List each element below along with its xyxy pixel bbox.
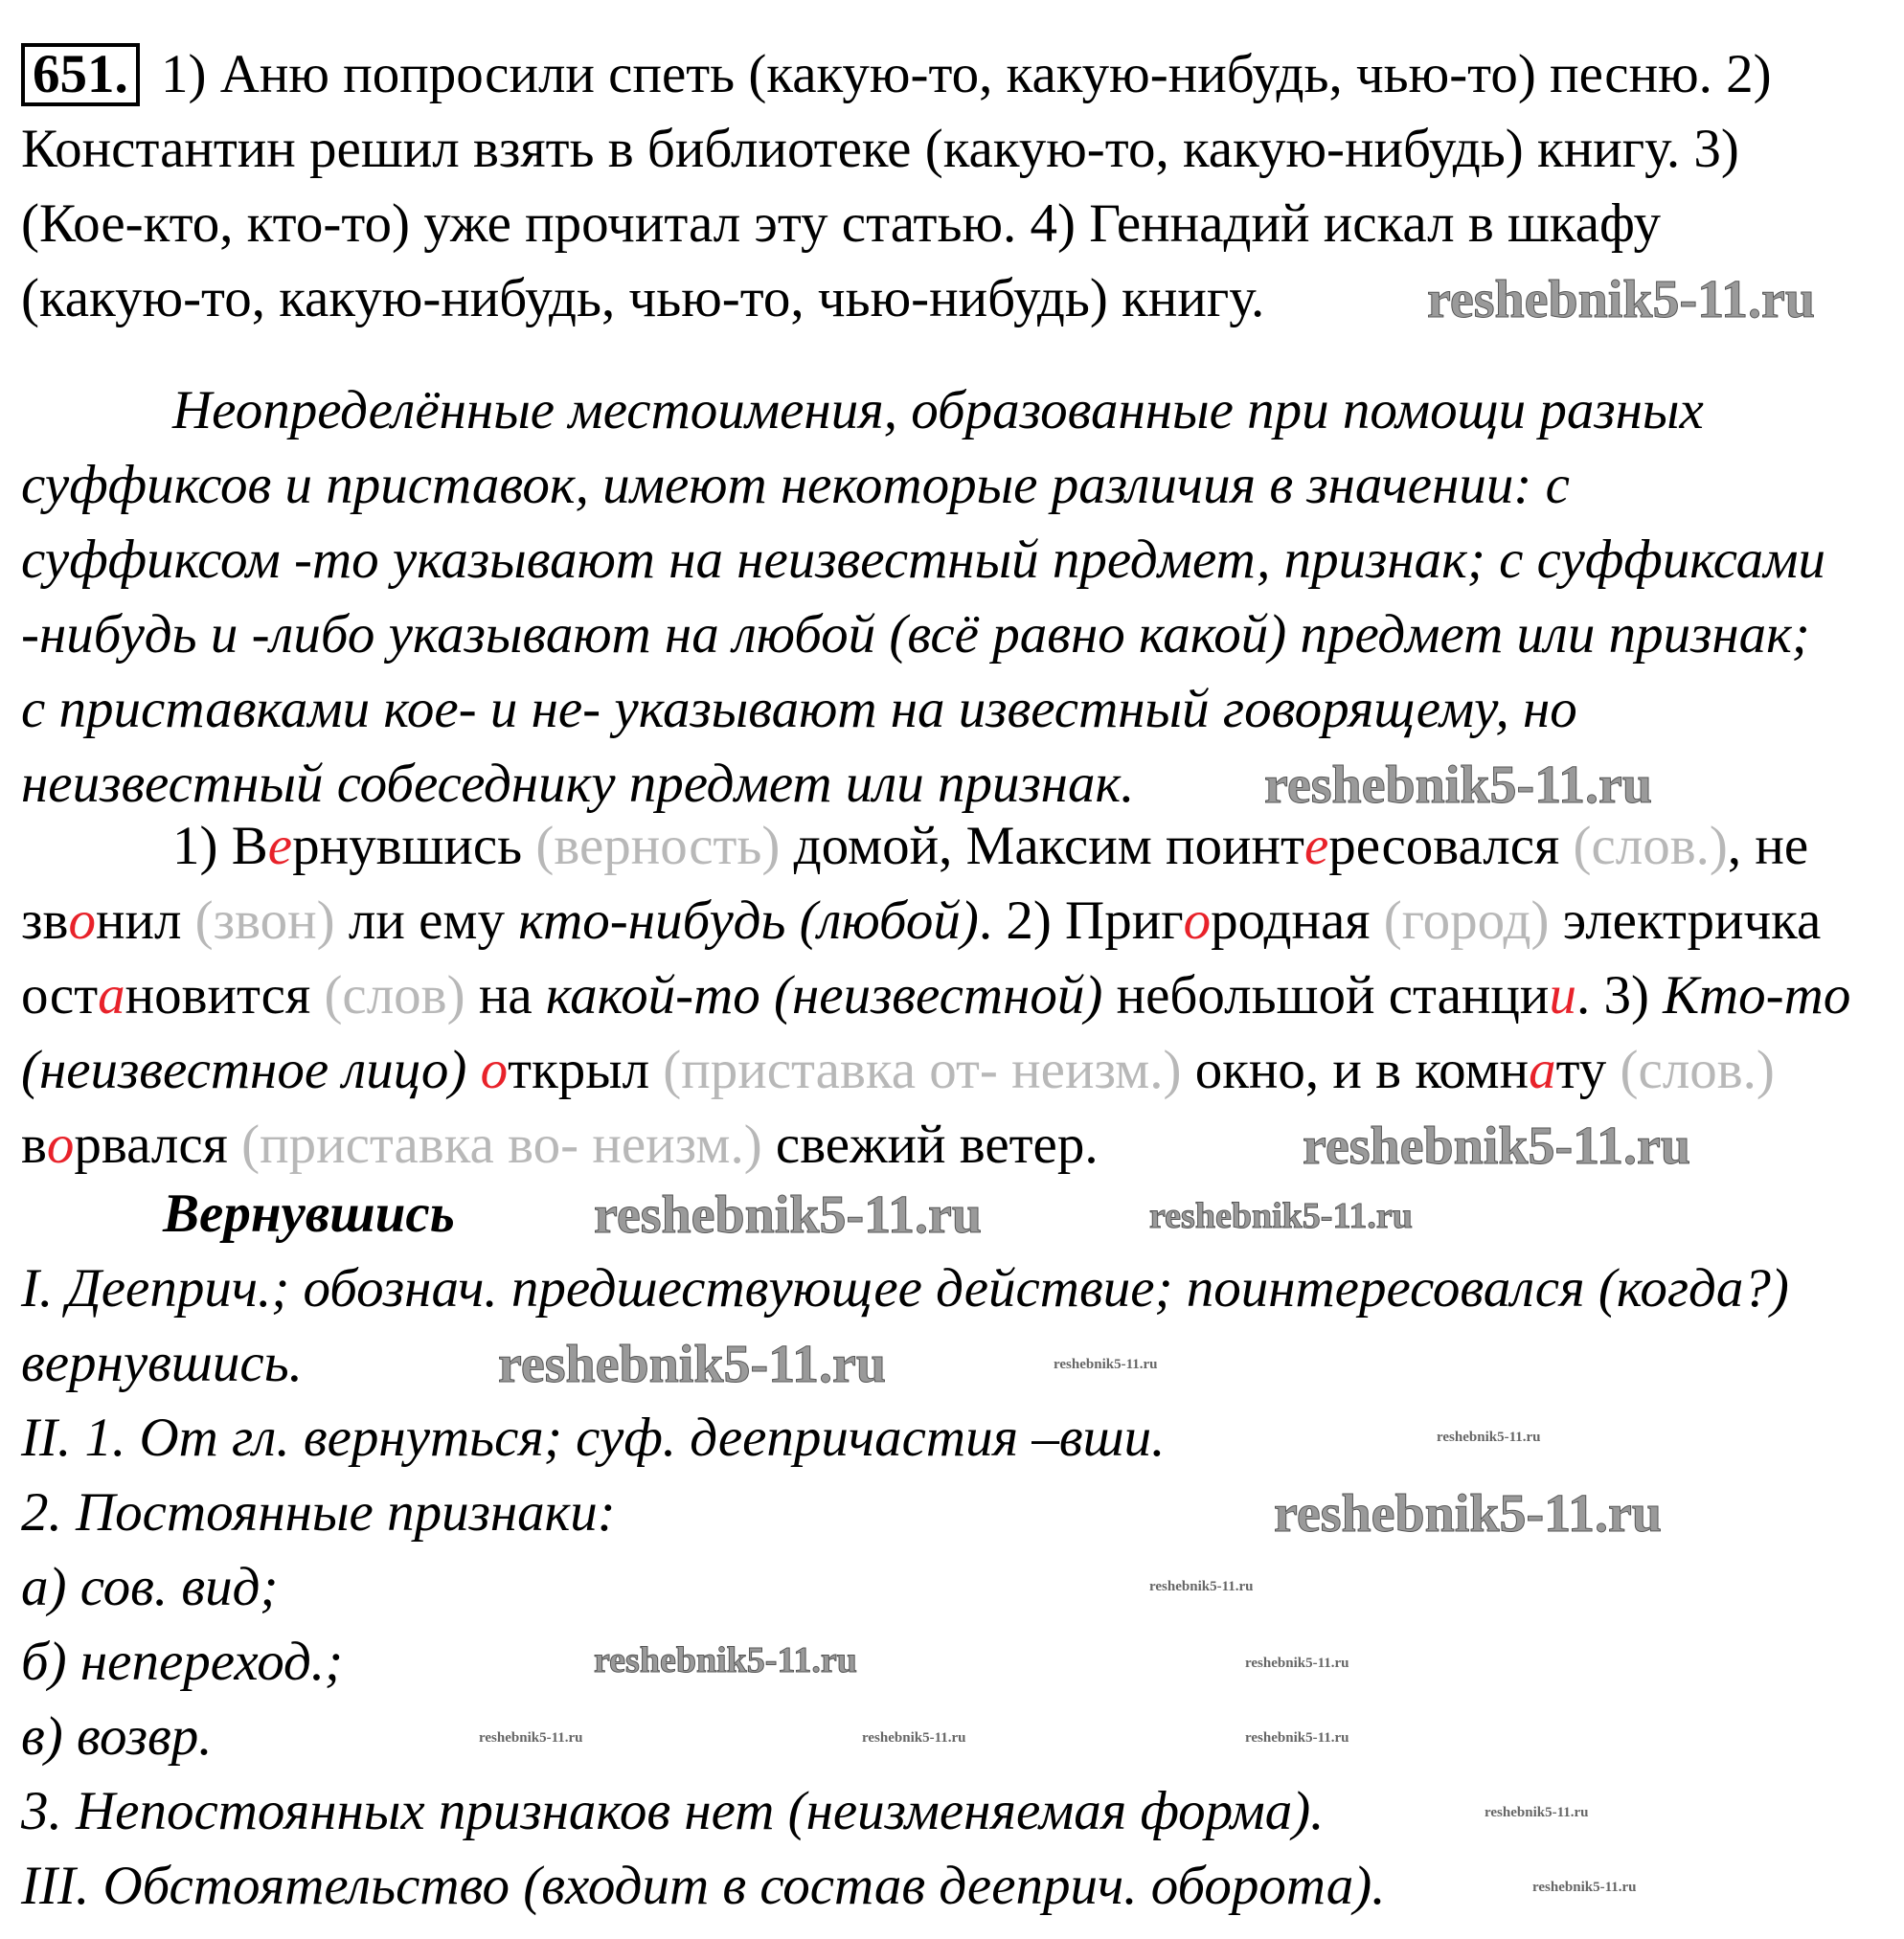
- watermark: reshebnik5-11.ru: [1149, 1196, 1413, 1236]
- text-segment: Кто-то: [1663, 965, 1851, 1026]
- highlighted-letter: а: [1529, 1040, 1556, 1100]
- text-segment: небольшой станци: [1102, 965, 1550, 1026]
- text-segment: на: [465, 965, 546, 1026]
- text-line: [21, 41, 1772, 108]
- text-segment: ост: [21, 965, 99, 1026]
- highlighted-letter: и: [1549, 965, 1576, 1026]
- watermark: reshebnik5-11.ru: [1303, 1116, 1691, 1176]
- watermark: reshebnik5-11.ru: [1485, 1805, 1589, 1820]
- text-segment: окно, и в комн: [1181, 1040, 1530, 1100]
- text-line: [21, 1853, 1385, 1920]
- text-segment: родная: [1211, 891, 1384, 951]
- text-segment: (Кое-кто, кто-то) уже прочитал эту статью. 4) Геннадий искал в шкафу: [21, 193, 1662, 254]
- text-segment: ресовался: [1328, 816, 1574, 876]
- text-segment: II. 1. От гл. вернуться; суф. деепричастия –вши.: [21, 1408, 1166, 1468]
- watermark: reshebnik5-11.ru: [1149, 1579, 1254, 1594]
- highlighted-letter: е: [1303, 816, 1329, 876]
- watermark: reshebnik5-11.ru: [479, 1730, 583, 1746]
- text-segment: рвался: [74, 1115, 242, 1175]
- highlighted-letter: о: [1183, 891, 1212, 951]
- text-segment: Вернувшись: [163, 1184, 455, 1244]
- highlighted-letter: а: [98, 965, 125, 1026]
- text-line: [21, 1112, 1099, 1179]
- text-segment: б) непереход.;: [21, 1632, 344, 1692]
- text-line: [21, 1778, 1324, 1845]
- watermark: reshebnik5-11.ru: [594, 1640, 857, 1680]
- text-segment: вернувшись.: [21, 1333, 303, 1393]
- hint-text: (верность): [535, 816, 781, 876]
- hint-text: (город): [1383, 891, 1550, 951]
- highlighted-letter: о: [68, 891, 96, 951]
- text-segment: ткрыл: [508, 1040, 664, 1100]
- watermark: reshebnik5-11.ru: [1245, 1730, 1349, 1746]
- text-line: [21, 1255, 1789, 1322]
- hint-text: (слов.): [1573, 816, 1728, 876]
- text-segment: в) возвр.: [21, 1706, 213, 1767]
- highlighted-letter: о: [46, 1115, 75, 1175]
- text-segment: зв: [21, 891, 69, 951]
- text-segment: ту: [1555, 1040, 1621, 1100]
- text-segment: (какую-то, какую-нибудь, чью-то, чью-нибудь) книгу.: [21, 268, 1265, 328]
- text-line: [21, 751, 1134, 818]
- text-line: [21, 1629, 343, 1696]
- highlighted-letter: е: [267, 816, 293, 876]
- text-segment: -нибудь и -либо указывают на любой (всё равно какой) предмет или признак;: [21, 604, 1810, 665]
- text-segment: в: [21, 1115, 47, 1175]
- text-segment: рнувшись: [292, 816, 536, 876]
- text-segment: суффиксов и приставок, имеют некоторые различия в значении: с: [21, 455, 1570, 515]
- text-segment: III. Обстоятельство (входит в состав дееприч. оборота).: [21, 1856, 1386, 1916]
- text-segment: какой-то (неизвестной): [545, 965, 1103, 1026]
- text-segment: новится: [125, 965, 325, 1026]
- text-line: [21, 676, 1577, 743]
- text-segment: (неизвестное лицо): [21, 1040, 481, 1100]
- text-segment: с приставками кое- и не- указывают на известный говорящему, но: [21, 679, 1577, 739]
- watermark: reshebnik5-11.ru: [1437, 1430, 1541, 1445]
- hint-text: (приставка от- неизм.): [663, 1040, 1182, 1100]
- text-line: [21, 265, 1264, 332]
- text-segment: , не: [1727, 816, 1809, 876]
- text-segment: нил: [95, 891, 195, 951]
- watermark: reshebnik5-11.ru: [1245, 1656, 1349, 1671]
- text-line: [21, 888, 1821, 955]
- text-line: [21, 452, 1570, 519]
- text-segment: а) сов. вид;: [21, 1557, 279, 1617]
- highlighted-letter: о: [480, 1040, 509, 1100]
- text-segment: 3. Непостоянных признаков нет (неизменяемая форма).: [21, 1781, 1325, 1841]
- watermark: reshebnik5-11.ru: [1264, 755, 1653, 815]
- text-line: [21, 1703, 212, 1770]
- text-line: [163, 1181, 455, 1248]
- text-line: [21, 1405, 1165, 1472]
- text-segment: домой, Максим поинт: [780, 816, 1304, 876]
- text-line: [21, 1479, 616, 1546]
- text-segment: неизвестный собеседнику предмет или признак.: [21, 754, 1135, 814]
- text-segment: кто-нибудь (любой): [518, 891, 979, 951]
- text-line: [21, 191, 1661, 258]
- hint-text: (приставка во- неизм.): [241, 1115, 762, 1175]
- text-segment: суффиксом -то указывают на неизвестный предмет, признак; с суффиксами: [21, 530, 1825, 590]
- text-segment: 1) Аню попросили спеть (какую-то, какую-нибудь, чью-то) песню. 2): [147, 44, 1772, 104]
- watermark: reshebnik5-11.ru: [1274, 1484, 1663, 1544]
- text-segment: 1) В: [172, 816, 268, 876]
- hint-text: (звон): [194, 891, 335, 951]
- watermark: reshebnik5-11.ru: [862, 1730, 966, 1746]
- watermark: reshebnik5-11.ru: [498, 1335, 887, 1394]
- watermark: reshebnik5-11.ru: [1054, 1357, 1158, 1372]
- text-segment: электричка: [1549, 891, 1822, 951]
- hint-text: (слов.): [1620, 1040, 1775, 1100]
- hint-text: (слов): [324, 965, 465, 1026]
- text-segment: . 2) Приг: [978, 891, 1184, 951]
- watermark: reshebnik5-11.ru: [1532, 1880, 1637, 1895]
- text-line: [21, 1554, 278, 1621]
- text-segment: 2. Постоянные признаки:: [21, 1482, 616, 1543]
- text-segment: Неопределённые местоимения, образованные при помощи разных: [172, 380, 1704, 440]
- text-line: [21, 962, 1850, 1029]
- text-segment: ли ему: [334, 891, 519, 951]
- watermark: reshebnik5-11.ru: [594, 1185, 983, 1245]
- text-segment: Константин решил взять в библиотеке (какую-то, какую-нибудь) книгу. 3): [21, 119, 1739, 179]
- text-line: [21, 1037, 1775, 1104]
- text-segment: I. Дееприч.; обознач. предшествующее действие; поинтересовался (когда?): [21, 1258, 1789, 1319]
- text-line: [21, 601, 1810, 668]
- exercise-number: 651.: [21, 43, 140, 106]
- text-line: [21, 116, 1739, 183]
- watermark: reshebnik5-11.ru: [1427, 270, 1816, 329]
- text-line: [172, 813, 1808, 880]
- text-line: [21, 527, 1825, 594]
- text-segment: . 3): [1575, 965, 1664, 1026]
- text-segment: свежий ветер.: [761, 1115, 1099, 1175]
- text-line: [172, 377, 1704, 444]
- text-line: [21, 1330, 303, 1397]
